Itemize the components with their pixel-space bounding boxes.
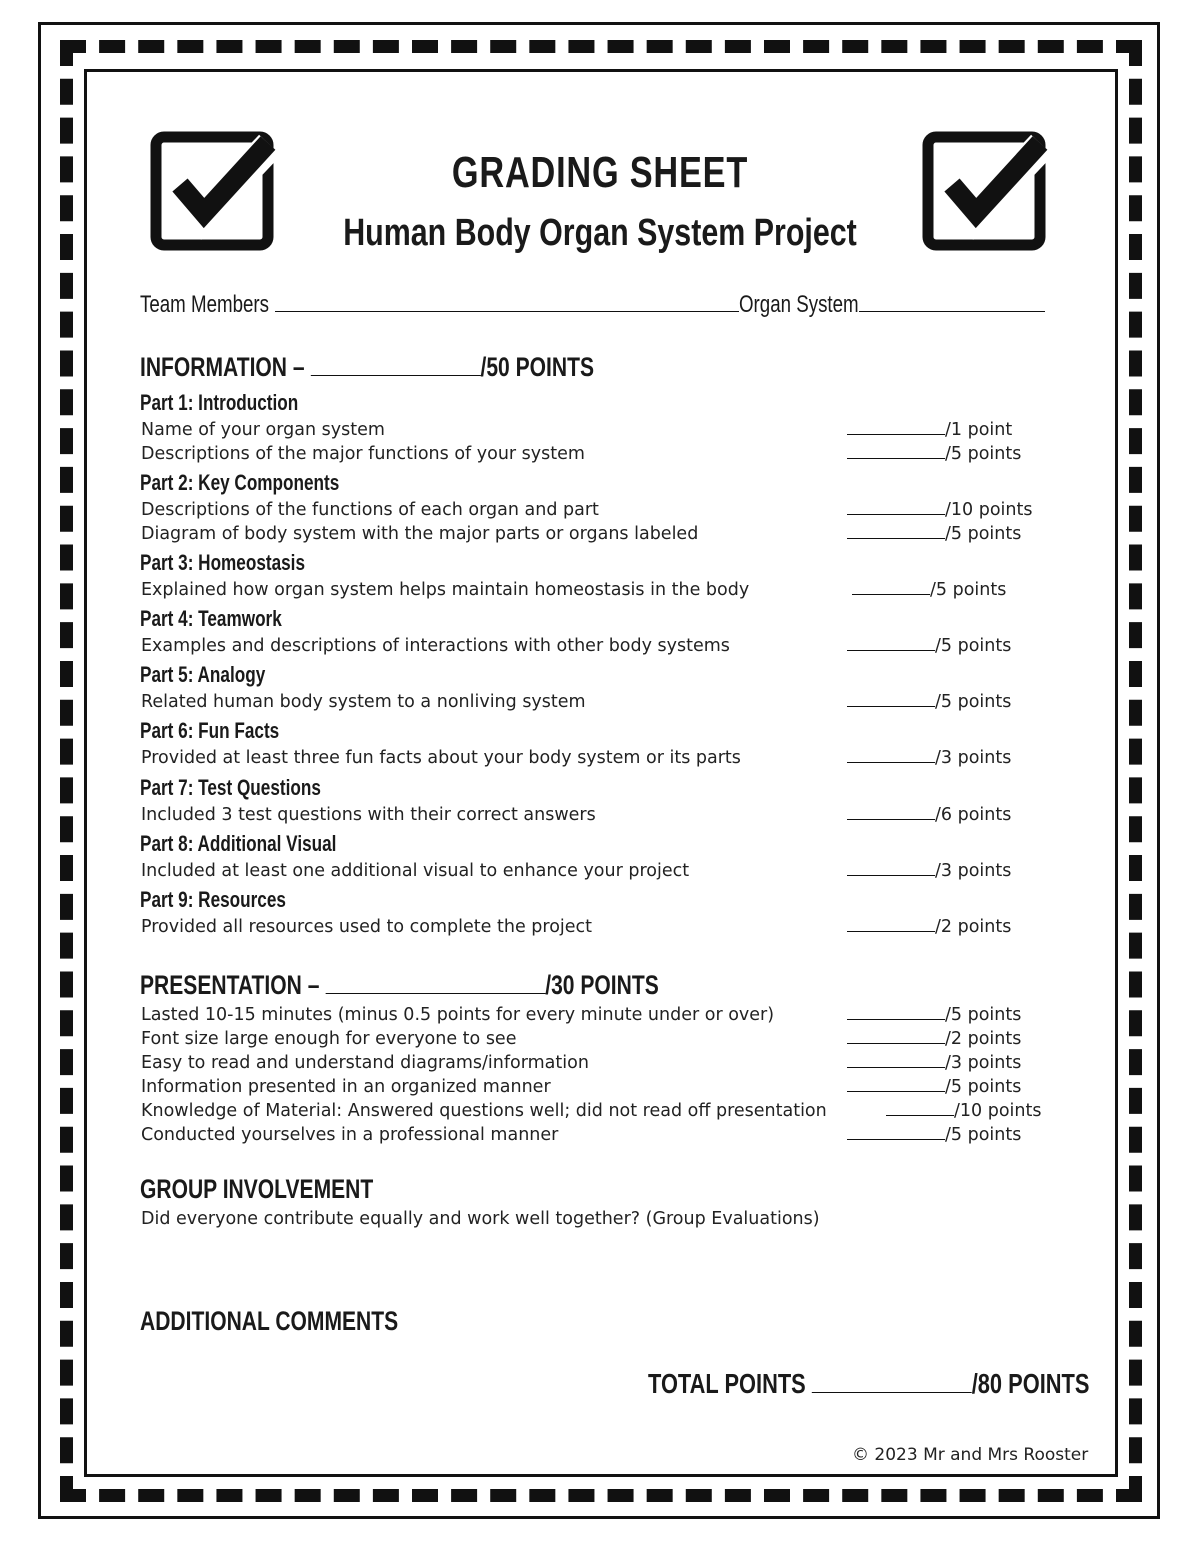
criteria-item: Provided at least three fun facts about your body system or its parts (141, 748, 741, 768)
total-points-row (648, 1368, 1089, 1400)
points-possible: /6 points (935, 805, 1012, 825)
presentation-criteria-item: Easy to read and understand diagrams/information (141, 1053, 589, 1073)
presentation-criteria-points (847, 1053, 1021, 1073)
part-heading: Part 4: Teamwork (140, 606, 282, 631)
criteria-points (847, 692, 1011, 712)
points-possible: /5 points (945, 524, 1022, 544)
group-involvement-text: Did everyone contribute equally and work well together? (Group Evaluations) (141, 1209, 820, 1229)
criteria-item: Explained how organ system helps maintain homeostasis in the body (141, 580, 750, 600)
score-blank[interactable] (852, 580, 930, 595)
points-possible: /3 points (935, 748, 1012, 768)
points-possible: /5 points (945, 1125, 1022, 1145)
criteria-points (847, 917, 1011, 937)
part-heading: Part 5: Analogy (140, 662, 266, 687)
organ-system-label: Organ System (739, 291, 859, 318)
criteria-points (847, 636, 1011, 656)
part-heading: Part 3: Homeostasis (140, 550, 305, 575)
presentation-criteria-points (886, 1101, 1041, 1121)
score-blank[interactable] (886, 1101, 954, 1116)
presentation-criteria-points (847, 1029, 1021, 1049)
information-score-blank[interactable] (310, 353, 480, 376)
score-blank[interactable] (847, 444, 945, 459)
points-possible: /2 points (945, 1029, 1022, 1049)
score-blank[interactable] (847, 1029, 945, 1044)
group-involvement-heading: GROUP INVOLVEMENT (140, 1174, 374, 1204)
page-border-inner (84, 69, 1118, 1477)
criteria-item: Descriptions of the functions of each organ and part (141, 500, 599, 520)
information-heading-label: INFORMATION – (140, 352, 305, 382)
criteria-points (847, 524, 1021, 544)
team-members-blank[interactable] (275, 291, 739, 312)
presentation-score-blank[interactable] (325, 971, 545, 994)
points-possible: /10 points (954, 1101, 1042, 1121)
part-heading: Part 2: Key Components (140, 470, 340, 495)
total-points-suffix: /80 POINTS (971, 1368, 1090, 1399)
criteria-item: Included at least one additional visual to enhance your project (141, 861, 690, 881)
part-heading: Part 7: Test Questions (140, 775, 321, 800)
points-possible: /1 point (945, 420, 1013, 440)
score-blank[interactable] (847, 1053, 945, 1068)
total-points-blank[interactable] (812, 1368, 972, 1393)
information-heading (140, 352, 594, 383)
score-blank[interactable] (847, 917, 935, 932)
page-subtitle: Human Body Organ System Project (343, 212, 857, 254)
criteria-item: Examples and descriptions of interactions with other body systems (141, 636, 730, 656)
information-heading-total: /50 POINTS (480, 352, 595, 382)
part-heading: Part 6: Fun Facts (140, 718, 280, 743)
presentation-criteria-points (847, 1125, 1021, 1145)
points-possible: /5 points (945, 1005, 1022, 1025)
criteria-item: Diagram of body system with the major parts or organs labeled (141, 524, 699, 544)
criteria-item: Descriptions of the major functions of your system (141, 444, 585, 464)
criteria-item: Related human body system to a nonliving system (141, 692, 586, 712)
criteria-points (847, 444, 1021, 464)
criteria-points (847, 420, 1012, 440)
points-possible: /5 points (935, 692, 1012, 712)
presentation-criteria-item: Conducted yourselves in a professional manner (141, 1125, 559, 1145)
criteria-points (847, 748, 1011, 768)
presentation-criteria-item: Lasted 10-15 minutes (minus 0.5 points for every minute under or over) (141, 1005, 775, 1025)
criteria-item: Included 3 test questions with their correct answers (141, 805, 596, 825)
points-possible: /5 points (930, 580, 1007, 600)
points-possible: /2 points (935, 917, 1012, 937)
team-fields-row (140, 290, 1045, 319)
points-possible: /5 points (935, 636, 1012, 656)
score-blank[interactable] (847, 636, 935, 651)
criteria-item: Provided all resources used to complete the project (141, 917, 593, 937)
points-possible: /5 points (945, 444, 1022, 464)
criteria-points (847, 805, 1011, 825)
presentation-heading (140, 970, 659, 1001)
presentation-criteria-item: Font size large enough for everyone to see (141, 1029, 517, 1049)
criteria-points (847, 861, 1011, 881)
score-blank[interactable] (847, 420, 945, 435)
presentation-criteria-item: Information presented in an organized manner (141, 1077, 551, 1097)
organ-system-blank[interactable] (859, 291, 1045, 312)
score-blank[interactable] (847, 1077, 945, 1092)
total-points-label: TOTAL POINTS (648, 1368, 806, 1399)
presentation-heading-label: PRESENTATION – (140, 970, 320, 1000)
score-blank[interactable] (847, 1005, 945, 1020)
score-blank[interactable] (847, 524, 945, 539)
score-blank[interactable] (847, 748, 935, 763)
score-blank[interactable] (847, 500, 945, 515)
part-heading: Part 1: Introduction (140, 390, 299, 415)
copyright-notice: © 2023 Mr and Mrs Rooster (852, 1445, 1089, 1465)
score-blank[interactable] (847, 805, 935, 820)
points-possible: /3 points (945, 1053, 1022, 1073)
score-blank[interactable] (847, 692, 935, 707)
criteria-points (847, 500, 1032, 520)
presentation-heading-total: /30 POINTS (545, 970, 659, 1000)
part-heading: Part 8: Additional Visual (140, 831, 337, 856)
points-possible: /5 points (945, 1077, 1022, 1097)
criteria-points (852, 580, 1006, 600)
presentation-criteria-points (847, 1005, 1021, 1025)
score-blank[interactable] (847, 1125, 945, 1140)
criteria-item: Name of your organ system (141, 420, 385, 440)
points-possible: /10 points (945, 500, 1033, 520)
presentation-criteria-item: Knowledge of Material: Answered questions well; did not read off presentation (141, 1101, 827, 1121)
presentation-criteria-points (847, 1077, 1021, 1097)
score-blank[interactable] (847, 861, 935, 876)
additional-comments-heading: ADDITIONAL COMMENTS (140, 1306, 399, 1336)
page-title: GRADING SHEET (451, 148, 749, 197)
points-possible: /3 points (935, 861, 1012, 881)
part-heading: Part 9: Resources (140, 887, 286, 912)
team-members-label: Team Members (140, 291, 269, 318)
